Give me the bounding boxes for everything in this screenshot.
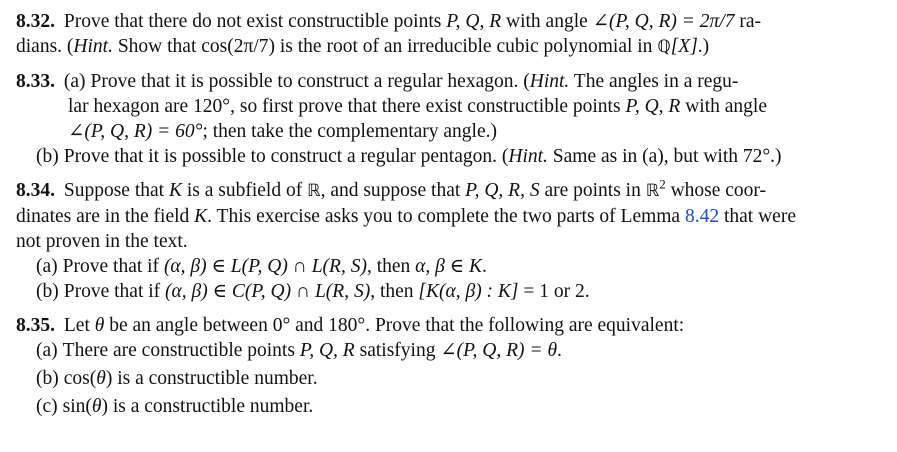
hint-label: Hint. [529,71,570,92]
exercise-8-33 [16,69,884,169]
exercise-line: (b) cos(θ) is a constructible number. [36,368,318,389]
reals-symbol: ℝ [645,181,660,201]
part-label: (b) [36,368,59,389]
exercise-number: 8.33. [16,71,55,92]
part-label: (a) [63,71,86,92]
exercise-line: not proven in the text. [16,231,188,252]
exercise-line: (a) There are constructible points P, Q, R satisfying ∠(P, Q, R) = θ. [36,340,562,361]
exercise-line: ∠(P, Q, R) = 60°; then take the complementary angle.) [68,121,497,142]
hint-label: Hint. [508,146,548,167]
exercise-number: 8.32. [16,11,55,32]
rationals-symbol: ℚ [657,37,671,57]
part-label: (a) [36,340,58,361]
exercise-line: dinates are in the field K. This exercise asks you to complete the two parts of Lemma 8.42 that were [16,206,796,227]
exercise-line: 8.32. Prove that there do not exist constructible points P, Q, R with angle ∠(P, Q, R) = 2π/7 ra- [16,11,762,32]
exercise-number: 8.34. [16,180,55,201]
hint-label: Hint. [73,36,113,57]
exercise-line: 8.35. Let θ be an angle between 0° and 180°. Prove that the following are equivalent: [16,315,685,336]
exercise-number: 8.35. [16,315,55,336]
part-label: (b) [36,146,59,167]
part-label: (a) [36,256,58,277]
exercise-line: (a) Prove that if (α, β) ∈ L(P, Q) ∩ L(R, S), then α, β ∈ K. [36,256,487,277]
reals-symbol: ℝ [307,181,321,201]
exercise-line: dians. (Hint. Show that cos(2π/7) is the root of an irreducible cubic polynomial in ℚ[X].) [16,36,710,57]
exercise-line: (c) sin(θ) is a constructible number. [36,396,314,417]
exercise-8-35 [16,313,884,419]
exercise-line: 8.33. (a) Prove that it is possible to construct a regular hexagon. (Hint. The angles in a regu- [16,71,739,92]
exercise-line: lar hexagon are 120°, so first prove that there exist constructible points P, Q, R with angle [68,96,767,117]
exercise-line: 8.34. Suppose that K is a subfield of ℝ, and suppose that P, Q, R, S are points in ℝ$^2$ whose coor- [16,176,767,201]
exercise-8-34 [16,178,884,304]
exercise-line: (b) Prove that it is possible to construct a regular pentagon. (Hint. Same as in (a), but with 72°.) [36,146,782,167]
exercise-page [16,9,884,419]
part-label: (b) [36,281,59,302]
exercise-8-32 [16,9,884,60]
part-label: (c) [36,396,58,417]
exercise-line: (b) Prove that if (α, β) ∈ C(P, Q) ∩ L(R, S), then [K(α, β) : K] = 1 or 2. [36,281,590,302]
lemma-link[interactable]: 8.42 [684,206,720,227]
